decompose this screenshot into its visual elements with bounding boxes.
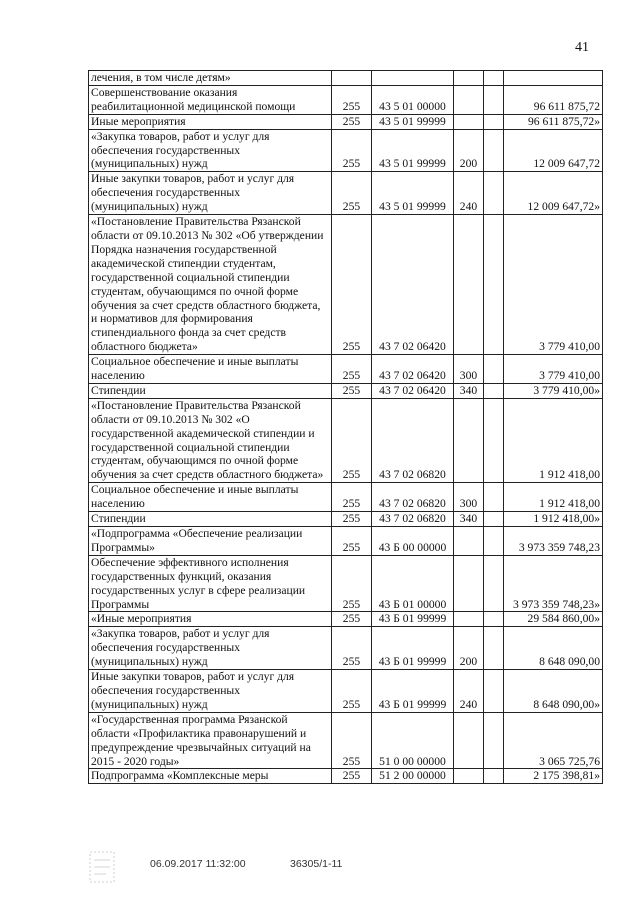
row-gr-cell: 255 [332, 114, 372, 129]
row-cs-cell: 51 0 00 00000 [372, 712, 454, 769]
row-cs-cell: 43 Б 01 00000 [372, 555, 454, 612]
row-sum-cell: 1 912 418,00 [504, 483, 603, 512]
row-vr-cell [454, 398, 484, 482]
row-gr-cell: 255 [332, 527, 372, 556]
row-cs-cell: 43 5 01 99999 [372, 172, 454, 215]
row-empty-cell [484, 527, 504, 556]
row-cs-cell: 43 7 02 06420 [372, 355, 454, 384]
row-cs-cell: 43 7 02 06420 [372, 215, 454, 355]
row-name-cell: лечения, в том числе детям» [89, 71, 332, 86]
row-name-cell: «Иные мероприятия [89, 612, 332, 627]
row-cs-cell: 43 7 02 06820 [372, 483, 454, 512]
page-number: 41 [575, 40, 589, 55]
row-cs-cell: 43 5 01 99999 [372, 129, 454, 172]
row-vr-cell: 300 [454, 355, 484, 384]
row-vr-cell [454, 114, 484, 129]
row-sum-cell: 8 648 090,00 [504, 627, 603, 670]
row-sum-cell: 3 973 359 748,23 [504, 527, 603, 556]
row-empty-cell [484, 555, 504, 612]
row-gr-cell: 255 [332, 172, 372, 215]
row-name-cell: «Закупка товаров, работ и услуг для обеспечения государственных (муниципальных) нужд [89, 129, 332, 172]
row-sum-cell [504, 71, 603, 86]
row-gr-cell: 255 [332, 355, 372, 384]
table-row [89, 527, 603, 556]
row-empty-cell [484, 114, 504, 129]
row-gr-cell: 255 [332, 555, 372, 612]
row-gr-cell: 255 [332, 383, 372, 398]
table-row [89, 769, 603, 784]
row-sum-cell: 1 912 418,00» [504, 512, 603, 527]
footer-datetime: 06.09.2017 11:32:00 [150, 858, 246, 870]
table-row [89, 172, 603, 215]
row-empty-cell [484, 85, 504, 114]
row-vr-cell: 300 [454, 483, 484, 512]
table-row [89, 85, 603, 114]
row-sum-cell: 96 611 875,72 [504, 85, 603, 114]
row-sum-cell: 3 065 725,76 [504, 712, 603, 769]
row-gr-cell: 255 [332, 712, 372, 769]
row-gr-cell: 255 [332, 483, 372, 512]
row-sum-cell: 8 648 090,00» [504, 670, 603, 713]
table-row [89, 71, 603, 86]
row-sum-cell: 1 912 418,00 [504, 398, 603, 482]
row-empty-cell [484, 512, 504, 527]
row-sum-cell: 3 779 410,00 [504, 355, 603, 384]
row-empty-cell [484, 71, 504, 86]
row-empty-cell [484, 398, 504, 482]
table-body [89, 71, 603, 784]
row-empty-cell [484, 670, 504, 713]
row-cs-cell: 43 Б 01 99999 [372, 670, 454, 713]
row-cs-cell: 43 7 02 06420 [372, 383, 454, 398]
row-empty-cell [484, 612, 504, 627]
row-sum-cell: 2 175 398,81» [504, 769, 603, 784]
row-vr-cell [454, 612, 484, 627]
row-cs-cell: 43 Б 00 00000 [372, 527, 454, 556]
row-cs-cell: 51 2 00 00000 [372, 769, 454, 784]
row-empty-cell [484, 483, 504, 512]
row-gr-cell [332, 71, 372, 86]
scan-mark-icon [88, 850, 116, 884]
row-gr-cell: 255 [332, 512, 372, 527]
row-name-cell: Иные мероприятия [89, 114, 332, 129]
row-sum-cell: 12 009 647,72 [504, 129, 603, 172]
table-row [89, 215, 603, 355]
row-gr-cell: 255 [332, 398, 372, 482]
row-vr-cell [454, 555, 484, 612]
row-sum-cell: 3 973 359 748,23» [504, 555, 603, 612]
row-cs-cell: 43 7 02 06820 [372, 398, 454, 482]
row-empty-cell [484, 129, 504, 172]
row-name-cell: Стипендии [89, 512, 332, 527]
row-gr-cell: 255 [332, 85, 372, 114]
row-sum-cell: 12 009 647,72» [504, 172, 603, 215]
row-name-cell: Стипендии [89, 383, 332, 398]
row-name-cell: Иные закупки товаров, работ и услуг для обеспечения государственных (муниципальных) нужд [89, 172, 332, 215]
row-name-cell: Подпрограмма «Комплексные меры [89, 769, 332, 784]
row-name-cell: Обеспечение эффективного исполнения государственных функций, оказания государственных услуг в сфере реализации Программы [89, 555, 332, 612]
table-row [89, 483, 603, 512]
row-vr-cell [454, 712, 484, 769]
row-vr-cell [454, 769, 484, 784]
row-cs-cell: 43 7 02 06820 [372, 512, 454, 527]
row-name-cell: Социальное обеспечение и иные выплаты населению [89, 355, 332, 384]
row-vr-cell: 240 [454, 172, 484, 215]
row-empty-cell [484, 383, 504, 398]
row-empty-cell [484, 172, 504, 215]
table-row [89, 114, 603, 129]
row-gr-cell: 255 [332, 627, 372, 670]
row-vr-cell: 200 [454, 627, 484, 670]
table-row [89, 612, 603, 627]
row-sum-cell: 3 779 410,00 [504, 215, 603, 355]
row-empty-cell [484, 215, 504, 355]
row-name-cell: «Закупка товаров, работ и услуг для обеспечения государственных (муниципальных) нужд [89, 627, 332, 670]
row-cs-cell: 43 5 01 00000 [372, 85, 454, 114]
row-vr-cell [454, 527, 484, 556]
table-row [89, 555, 603, 612]
row-gr-cell: 255 [332, 670, 372, 713]
table-row [89, 398, 603, 482]
row-name-cell: «Государственная программа Рязанской области «Профилактика правонарушений и предупреждение чрезвычайных ситуаций на 2015 - 2020 годы» [89, 712, 332, 769]
row-vr-cell: 200 [454, 129, 484, 172]
row-cs-cell: 43 5 01 99999 [372, 114, 454, 129]
row-name-cell: «Постановление Правительства Рязанской области от 09.10.2013 № 302 «О государственной академической стипендии и государственной социальной стипендии студентам, обучающимся по очной форме обучения за счет средств областного бюджета» [89, 398, 332, 482]
row-name-cell: Совершенствование оказания реабилитационной медицинской помощи [89, 85, 332, 114]
row-vr-cell [454, 71, 484, 86]
table-row [89, 712, 603, 769]
row-vr-cell: 340 [454, 512, 484, 527]
row-gr-cell: 255 [332, 769, 372, 784]
footer-doc-number: 36305/1-11 [290, 858, 343, 870]
table-row [89, 383, 603, 398]
row-empty-cell [484, 712, 504, 769]
row-name-cell: Иные закупки товаров, работ и услуг для обеспечения государственных (муниципальных) нужд [89, 670, 332, 713]
row-name-cell: «Постановление Правительства Рязанской области от 09.10.2013 № 302 «Об утверждении Порядка назначения государственной академической стипендии студентам, государственной социальной стипендии студентам, обучающимся по очной форме обучения за счет средств областного бюджета, и нормативов для формирования стипендиального фонда за счет средств областного бюджета» [89, 215, 332, 355]
row-vr-cell: 240 [454, 670, 484, 713]
row-name-cell: Социальное обеспечение и иные выплаты населению [89, 483, 332, 512]
budget-table [88, 70, 603, 784]
table-row [89, 355, 603, 384]
row-name-cell: «Подпрограмма «Обеспечение реализации Программы» [89, 527, 332, 556]
row-vr-cell [454, 85, 484, 114]
row-cs-cell: 43 Б 01 99999 [372, 627, 454, 670]
row-sum-cell: 96 611 875,72» [504, 114, 603, 129]
row-gr-cell: 255 [332, 612, 372, 627]
row-cs-cell: 43 Б 01 99999 [372, 612, 454, 627]
row-sum-cell: 3 779 410,00» [504, 383, 603, 398]
row-vr-cell [454, 215, 484, 355]
row-empty-cell [484, 627, 504, 670]
table-row [89, 627, 603, 670]
table-row [89, 512, 603, 527]
table-row [89, 670, 603, 713]
row-empty-cell [484, 769, 504, 784]
row-gr-cell: 255 [332, 215, 372, 355]
row-empty-cell [484, 355, 504, 384]
row-cs-cell [372, 71, 454, 86]
table-row [89, 129, 603, 172]
row-vr-cell: 340 [454, 383, 484, 398]
row-gr-cell: 255 [332, 129, 372, 172]
row-sum-cell: 29 584 860,00» [504, 612, 603, 627]
